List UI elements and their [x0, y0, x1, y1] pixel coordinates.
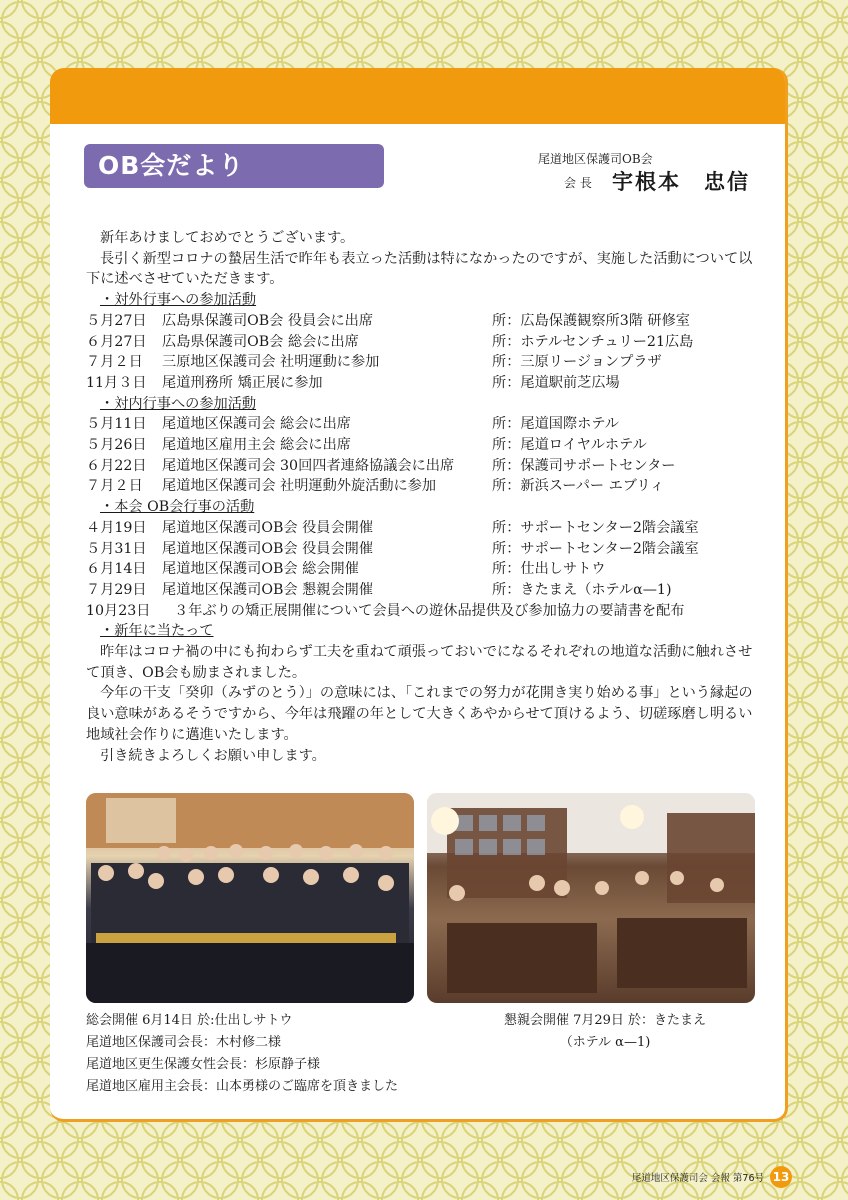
newyear-paragraph: 昨年はコロナ禍の中にも拘わらず工夫を重ねて頑張っておいでになるそれぞれの地道な活動に触れさせて頂き、OB会も励まされました。: [86, 644, 753, 681]
list-item: ６月14日 尾道地区保護司OB会 総会開催 所：仕出しサトウ: [86, 561, 606, 578]
orange-header-bar: [50, 68, 788, 124]
newyear-paragraph: 今年の干支「癸卯（みずのとう）」の意味には、「これまでの努力が花開き実り始める事」という縁起の良い意味があるそうですから、今年は飛躍の年として大きくあやからせて頂けるよう、切磋琢磨し明るい地域社会作りに邁進いたします。: [86, 685, 753, 743]
section-heading-ob: ・本会 OB会行事の活動: [100, 499, 255, 516]
photo-caption-left: 総会開催 6月14日 於:仕出しサトウ 尾道地区保護司会長：木村修二様 尾道地区更生保護女性会長：杉原静子様 尾道地区雇用主会長：山本勇様のご臨席を頂きました: [86, 1013, 399, 1094]
section-heading-external: ・対外行事への参加活動: [100, 292, 257, 309]
list-item: 10月23日 ３年ぶりの矯正展開催について会員への遊休品提供及び参加協力の要請書を配布: [86, 602, 685, 619]
closing-paragraph: 引き続きよろしくお願い申します。: [100, 747, 326, 764]
list-item: ５月11日 尾道地区保護司会 総会に出席 所：尾道国際ホテル: [86, 416, 619, 433]
greeting: 新年あけましておめでとうございます。: [100, 230, 355, 246]
section-heading-internal: ・対内行事への参加活動: [100, 395, 257, 412]
president-role: 会 長: [564, 176, 592, 190]
group-photo-social-party: [427, 793, 755, 1003]
section-heading-newyear: ・新年に当たって: [100, 623, 214, 640]
photo-caption-right: 懇親会開催 7月29日 於：きたまえ （ホテル α—1): [503, 1013, 707, 1050]
list-item: ５月31日 尾道地区保護司OB会 役員会開催 所：サポートセンター2階会議室: [86, 540, 699, 557]
page-footer: [632, 1166, 792, 1188]
list-item: ５月27日 広島県保護司OB会 役員会に出席 所：広島保護観察所3階 研修室: [86, 312, 690, 329]
list-item: ６月22日 尾道地区保護司会 30回四者連絡協議会に出席 所：保護司サポートセンター: [86, 457, 676, 474]
list-item: ６月27日 広島県保護司OB会 総会に出席 所：ホテルセンチュリー21広島: [86, 333, 694, 350]
article-body: [86, 228, 766, 766]
list-item: ７月29日 尾道地区保護司OB会 懇親会開催 所：きたまえ（ホテルα—1): [86, 581, 672, 598]
organization-name: 尾道地区保護司OB会: [538, 152, 653, 166]
list-item: ４月19日 尾道地区保護司OB会 役員会開催 所：サポートセンター2階会議室: [86, 519, 699, 536]
page-title: OB会だより: [84, 144, 384, 188]
president-name: 宇根本 忠信: [612, 169, 750, 194]
list-item: ７月２日 尾道地区保護司会 社明運動外旋活動に参加 所：新浜スーパー エブリィ: [86, 478, 665, 495]
publication-name: 尾道地区保護司会 会報 第76号: [631, 1173, 764, 1184]
group-photo-general-meeting: [86, 793, 414, 1003]
intro-paragraph: 長引く新型コロナの蟄居生活で昨年も表立った活動は特になかったのですが、実施した活動について以下に述べさせていただきます。: [86, 250, 753, 288]
list-item: ７月２日 三原地区保護司会 社明運動に参加 所：三原リージョンプラザ: [86, 354, 662, 371]
page-number: 13: [770, 1166, 792, 1188]
list-item: ５月26日 尾道地区雇用主会 総会に出席 所：尾道ロイヤルホテル: [86, 437, 647, 454]
list-item: 11月３日 尾道刑務所 矯正展に参加 所：尾道駅前芝広場: [86, 374, 620, 391]
page-panel: [50, 68, 788, 1122]
